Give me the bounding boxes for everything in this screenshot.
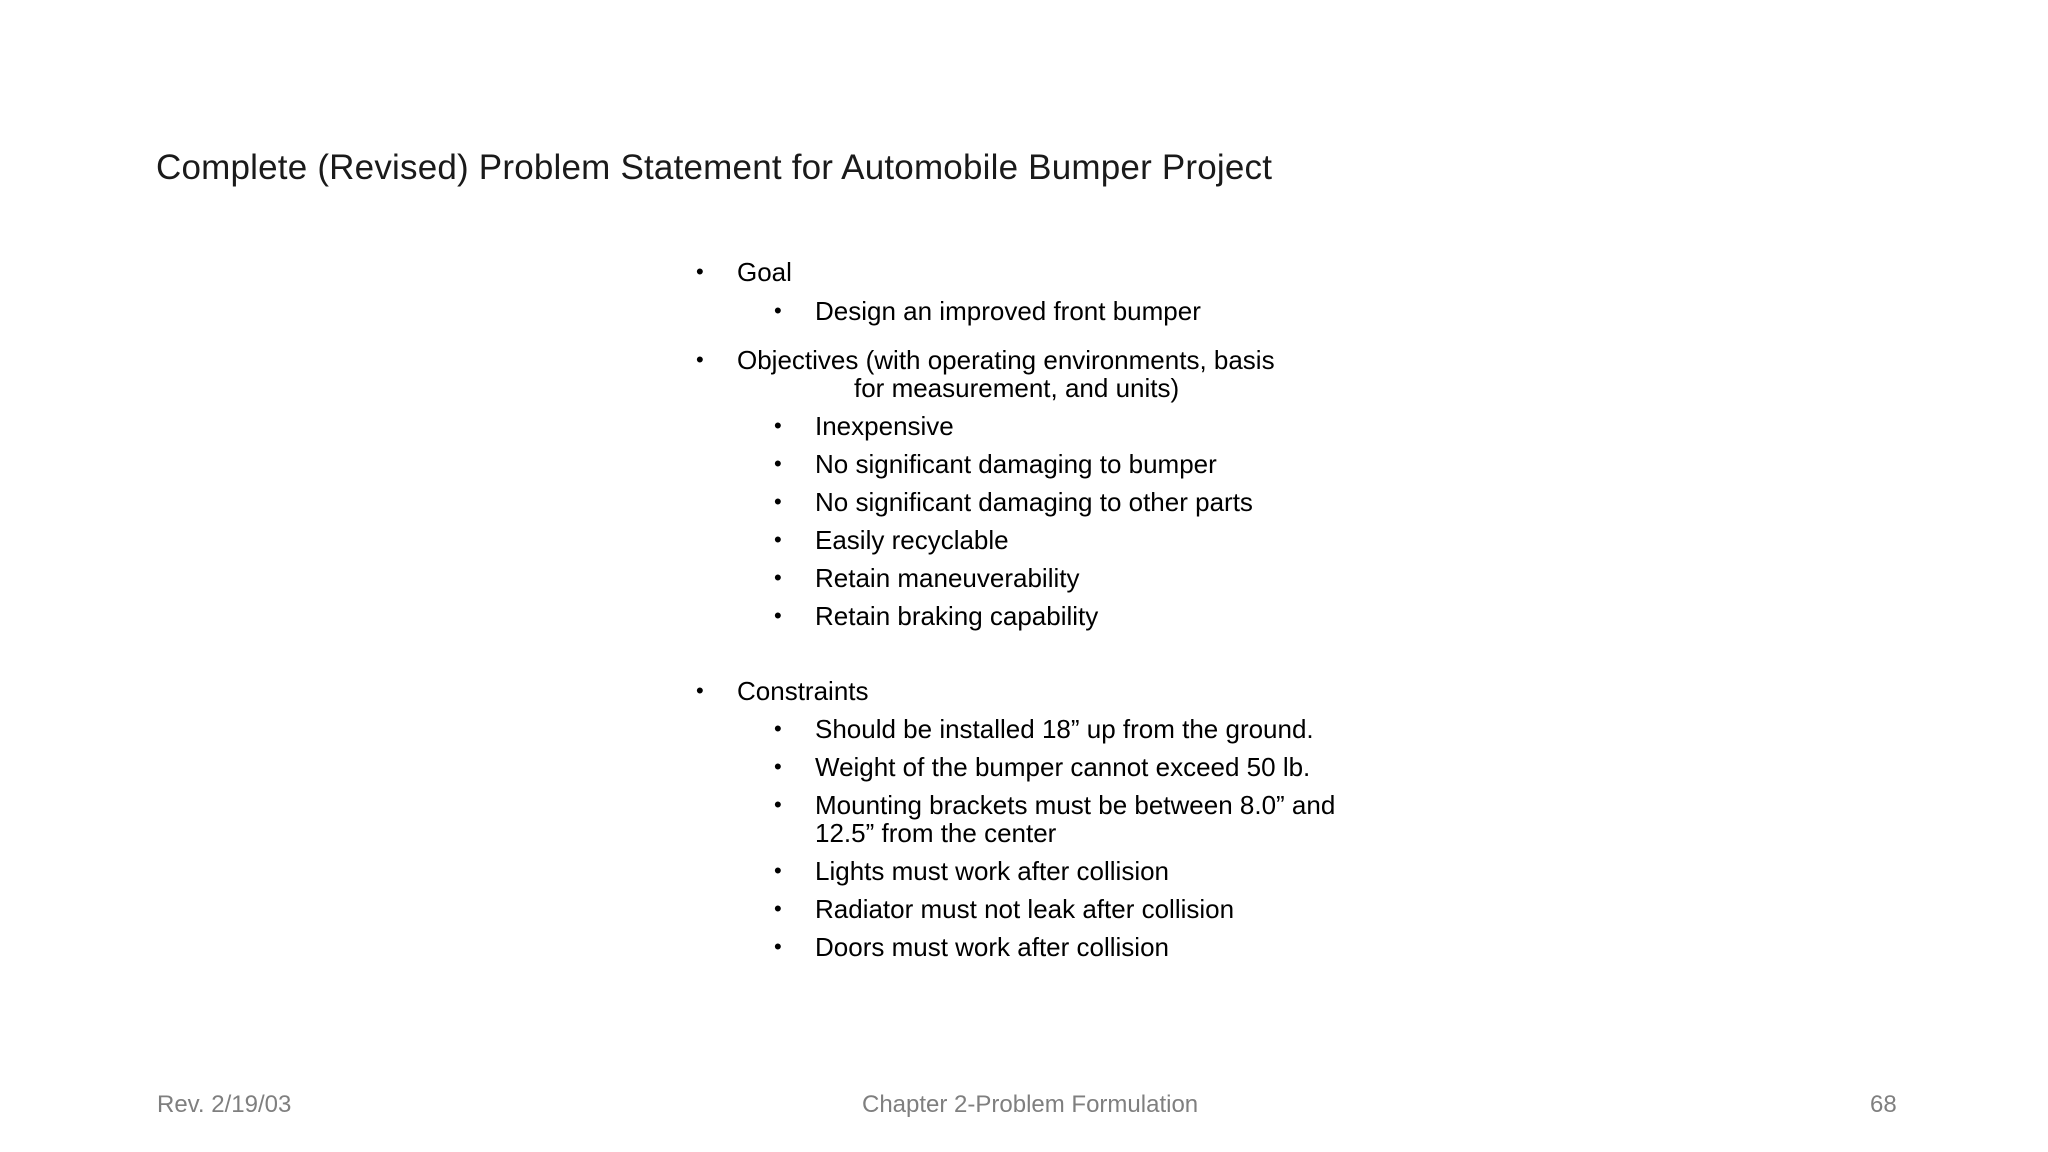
constraint-item (774, 895, 1396, 923)
bullet-icon: • (774, 413, 782, 438)
constraint-text: Lights must work after collision (815, 856, 1170, 886)
objective-item (774, 526, 1396, 554)
bullet-icon: • (774, 451, 782, 476)
objective-text: Inexpensive (815, 411, 954, 441)
bullet-icon: • (774, 716, 782, 741)
objective-text: Retain braking capability (815, 601, 1099, 631)
bullet-icon: • (774, 565, 782, 590)
constraint-text: Should be installed 18” up from the ground. (815, 714, 1314, 744)
bullet-icon: • (696, 347, 704, 372)
objective-item (774, 602, 1396, 630)
constraint-item (774, 791, 1375, 847)
objective-text: Easily recyclable (815, 525, 1009, 555)
objective-item (774, 450, 1396, 478)
objective-text: No significant damaging to other parts (815, 487, 1253, 517)
goal-item (696, 258, 1396, 286)
constraint-text: Mounting brackets must be between 8.0” and 12.5” from the center (815, 790, 1336, 848)
constraints-item (696, 677, 1396, 705)
objective-text: Retain maneuverability (815, 563, 1080, 593)
bullet-icon: • (774, 792, 782, 817)
bullet-icon: • (774, 489, 782, 514)
constraint-text: Doors must work after collision (815, 932, 1169, 962)
constraint-item (774, 753, 1396, 781)
objectives-item (696, 346, 1396, 402)
objective-item (774, 412, 1396, 440)
footer-page-number: 68 (1870, 1091, 1897, 1118)
constraint-item (774, 857, 1396, 885)
constraint-text: Weight of the bumper cannot exceed 50 lb. (815, 752, 1311, 782)
goal-text: Design an improved front bumper (815, 296, 1201, 326)
footer-revision: Rev. 2/19/03 (157, 1091, 292, 1118)
objective-text: No significant damaging to bumper (815, 449, 1217, 479)
slide-title: Complete (Revised) Problem Statement for Automobile Bumper Project (156, 148, 1273, 187)
bullet-icon: • (774, 603, 782, 628)
objective-item (774, 488, 1396, 516)
bullet-icon: • (774, 858, 782, 883)
constraint-item (774, 933, 1396, 961)
footer-chapter: Chapter 2-Problem Formulation (862, 1091, 1199, 1118)
bullet-icon: • (774, 896, 782, 921)
constraint-item (774, 715, 1396, 743)
goal-label: Goal (737, 257, 792, 287)
objectives-label-line1: Objectives (with operating environments, basis (737, 345, 1275, 375)
bullet-list (696, 250, 1396, 961)
bullet-icon: • (774, 934, 782, 959)
bullet-icon: • (774, 754, 782, 779)
bullet-icon: • (696, 678, 704, 703)
constraints-label: Constraints (737, 676, 869, 706)
constraint-text: Radiator must not leak after collision (815, 894, 1235, 924)
bullet-icon: • (696, 259, 704, 284)
bullet-icon: • (774, 527, 782, 552)
bullet-icon: • (774, 298, 782, 323)
objective-item (774, 564, 1396, 592)
objectives-label-line2: for measurement, and units) (854, 373, 1180, 403)
goal-sub-item (774, 297, 1396, 325)
